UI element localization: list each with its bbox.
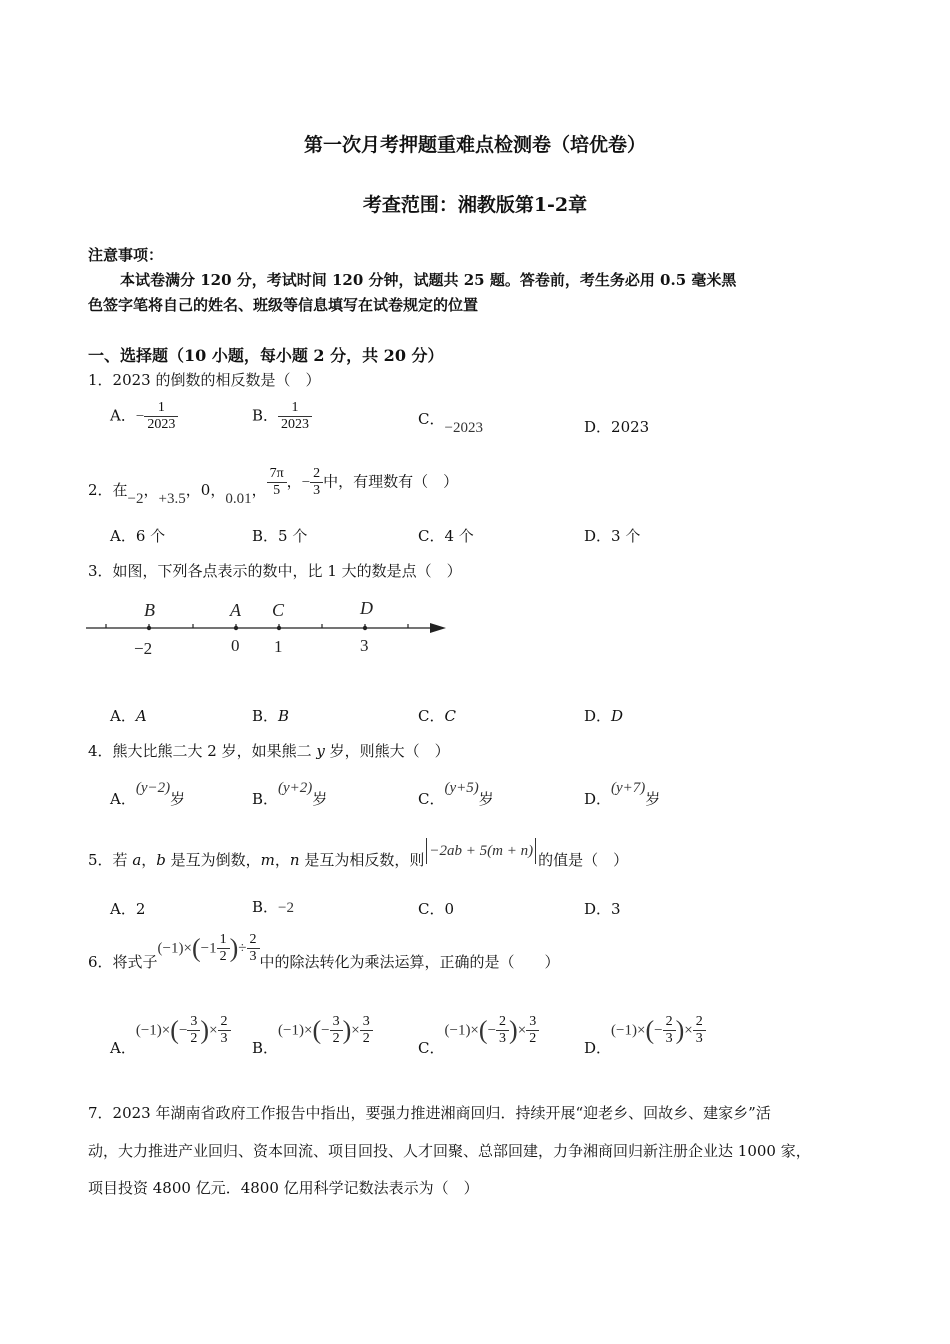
question-6-stem: 6．将式子(−1)×(−1 $\frac{1}{2}$ )÷ $\frac{2}{3}$ 中的除法转化为乘法运算，正确的是（ ） (88, 932, 560, 971)
point-d-dot (363, 626, 367, 630)
q5-option-a[interactable]: A．2 (110, 900, 146, 918)
question-7-line-3: 项目投资 4800 亿元．4800 亿用科学记数法表示为（ ） (88, 1179, 479, 1197)
number-line-figure (80, 592, 460, 662)
q2-fraction-2-3: $\frac{2}{3}$ (310, 466, 323, 499)
q1-a-label: A． (110, 406, 136, 425)
q5-option-b[interactable]: B．−2 (252, 898, 294, 916)
point-c-dot (277, 626, 281, 630)
point-a-dot (234, 626, 238, 630)
point-b-value: −2 (134, 639, 153, 658)
point-d-name: D (360, 598, 373, 618)
q3-option-c[interactable]: C．C (418, 707, 456, 725)
page-subtitle: 考查范围：湘教版第1-2章 (362, 194, 588, 216)
q2-number-3: 0 (200, 480, 211, 499)
question-2-stem: 2．在−2，+3.5，0，0.01， $\frac{7\pi}{5}$ ，− $\frac{2}{3}$ 中，有理数有（ ） (88, 466, 459, 507)
q5-expression: −2ab + 5(m + n) (429, 843, 534, 859)
number-line-arrow-icon (430, 623, 446, 633)
q1-option-c[interactable] (418, 410, 483, 437)
notice-heading: 注意事项： (88, 246, 164, 264)
q1-b-fraction: $\frac{1}{2023}$ (278, 400, 312, 433)
q3-option-b[interactable]: B．B (252, 707, 290, 725)
q2-option-d[interactable]: D．3 个 (584, 527, 641, 545)
q1-c-label: C． (418, 410, 445, 428)
point-b-name: B (144, 600, 155, 620)
q4-option-a[interactable]: A．(y−2)岁 (110, 780, 186, 808)
q2-option-b[interactable]: B．5 个 (252, 527, 308, 545)
q4-option-d[interactable]: D．(y+7)岁 (584, 780, 661, 808)
question-4-stem: 4．熊大比熊二大 2 岁，如果熊二 y 岁，则熊大（ ） (88, 742, 450, 760)
q2-number-4: 0.01 (225, 490, 252, 507)
point-c-value: 1 (274, 637, 283, 656)
question-3-stem: 3．如图，下列各点表示的数中，比 1 大的数是点（ ） (88, 562, 462, 580)
q1-a-sign: − (135, 408, 145, 425)
q4-option-c[interactable]: C．(y+5)岁 (418, 780, 494, 808)
section-heading: 一、选择题（10 小题，每小题 2 分，共 20 分） (88, 346, 444, 365)
notice-line-1: 本试卷满分 120 分，考试时间 120 分钟，试题共 25 题。答卷前，考生务必用 0.5 毫米黑 (120, 271, 737, 289)
q1-c-value: −2023 (444, 420, 483, 436)
q6-option-a[interactable]: A．(−1)×(− $\frac{3}{2}$ )× $\frac{2}{3}$ (110, 1014, 231, 1047)
q1-option-a[interactable] (110, 400, 178, 433)
abs-bar-left (426, 838, 427, 864)
q1-b-label: B． (252, 406, 279, 425)
q2-number-1: −2 (127, 490, 144, 507)
point-d-value: 3 (360, 636, 369, 655)
q2-number-2: +3.5 (158, 490, 186, 507)
q4-option-b[interactable]: B．(y+2)岁 (252, 780, 328, 808)
question-1-stem: 1．2023 的倒数的相反数是（ ） (88, 371, 321, 389)
question-7-line-2: 动，大力推进产业回归、资本回流、项目回投、人才回聚、总部回建，力争湘商回归新注册企业达 1000 家， (88, 1142, 811, 1160)
q2-fraction-7pi-5: $\frac{7\pi}{5}$ (267, 466, 287, 499)
q2-minus: − (301, 474, 311, 491)
question-5-stem: 5．若 a，b 是互为倒数，m，n 是互为相反数，则 −2ab + 5(m + n) 的值是（ ） (88, 838, 628, 864)
q6-option-d[interactable]: D．(−1)×(− $\frac{2}{3}$ )× $\frac{2}{3}$ (584, 1014, 706, 1047)
point-b-dot (147, 626, 151, 630)
q3-option-d[interactable]: D．D (584, 707, 624, 725)
q1-option-d[interactable]: D．2023 (584, 418, 650, 436)
q3-option-a[interactable]: A．A (110, 707, 147, 725)
q6-option-b[interactable]: B．(−1)×(− $\frac{3}{2}$ )× $\frac{3}{2}$ (252, 1014, 373, 1047)
q5-option-d[interactable]: D．3 (584, 900, 621, 918)
abs-bar-right (535, 838, 536, 864)
q2-option-a[interactable]: A．6 个 (110, 527, 166, 545)
point-c-name: C (272, 600, 285, 620)
question-7-line-1: 7．2023 年湖南省政府工作报告中指出，要强力推进湘商回归．持续开展“迎老乡、回故乡、建家乡”活 (88, 1104, 771, 1122)
point-a-name: A (230, 600, 241, 620)
notice-line-2: 色签字笔将自己的姓名、班级等信息填写在试卷规定的位置 (88, 296, 479, 314)
page-title: 第一次月考押题重难点检测卷（培优卷） (303, 134, 646, 156)
q2-option-c[interactable]: C．4 个 (418, 527, 474, 545)
q1-a-fraction: $\frac{1}{2023}$ (144, 400, 178, 433)
q1-option-b[interactable] (252, 400, 312, 433)
q6-option-c[interactable]: C．(−1)×(− $\frac{2}{3}$ )× $\frac{3}{2}$ (418, 1014, 539, 1047)
point-a-value: 0 (231, 636, 240, 655)
q5-option-c[interactable]: C．0 (418, 900, 455, 918)
